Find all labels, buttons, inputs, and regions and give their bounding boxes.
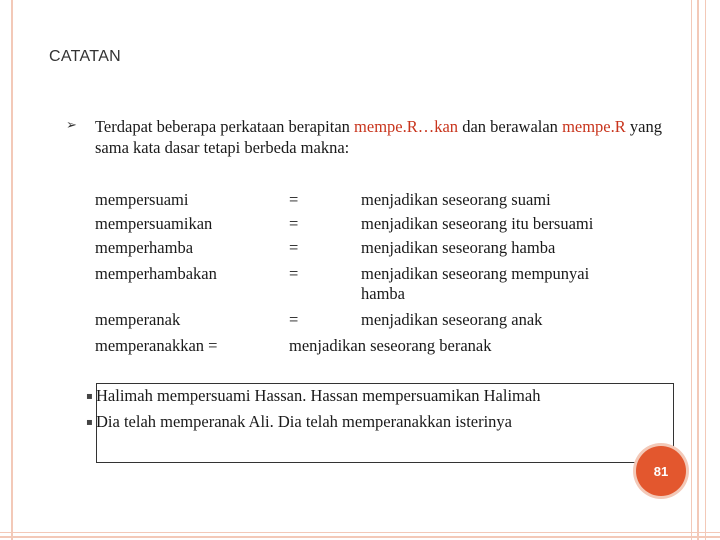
word-term: memperhamba — [95, 238, 194, 257]
example-sentence: Dia telah memperanak Ali. Dia telah memperanakkan isterinya — [96, 412, 513, 431]
slide-title: CATATAN — [49, 48, 122, 65]
bullet-dot-icon: ▪ — [86, 391, 93, 402]
word-meaning-continued: hamba — [361, 284, 405, 303]
word-meaning: menjadikan seseorang hamba — [361, 238, 556, 257]
word-term: memperhambakan — [95, 264, 217, 283]
decor-rule — [697, 0, 699, 540]
example-sentence: Halimah mempersuami Hassan. Hassan mempersuamikan Halimah — [96, 386, 541, 405]
intro-text: dan berawalan — [458, 117, 563, 136]
intro-text: yang sama kata dasar tetapi berbeda makna: — [95, 117, 662, 157]
intro-paragraph — [95, 116, 685, 158]
bullet-dot-icon: ▪ — [86, 417, 93, 428]
page-number-badge: 81 — [636, 446, 686, 496]
word-meaning: menjadikan seseorang suami — [361, 190, 551, 209]
equals-sign: = — [289, 238, 299, 257]
word-meaning: menjadikan seseorang beranak — [289, 336, 492, 355]
arrow-bullet-icon: ➢ — [66, 118, 77, 133]
decor-rule — [705, 0, 706, 540]
equals-sign: = — [289, 310, 299, 329]
decor-rule — [0, 532, 720, 533]
highlight-text: mempe.R — [562, 117, 626, 136]
equals-sign: = — [289, 214, 299, 233]
word-meaning: menjadikan seseorang anak — [361, 310, 543, 329]
word-term: mempersuamikan — [95, 214, 213, 233]
equals-sign: = — [289, 264, 299, 283]
decor-rule — [0, 536, 720, 538]
decor-rule — [11, 0, 13, 540]
highlight-text: mempe.R…kan — [354, 117, 459, 136]
word-term: memperanak — [95, 310, 181, 329]
decor-rule — [691, 0, 692, 540]
word-meaning: menjadikan seseorang mempunyai — [361, 264, 590, 283]
word-term: mempersuami — [95, 190, 189, 209]
word-term: memperanakkan = — [95, 336, 218, 355]
intro-text: Terdapat beberapa perkataan berapitan — [95, 117, 355, 136]
word-meaning: menjadikan seseorang itu bersuami — [361, 214, 594, 233]
equals-sign: = — [289, 190, 299, 209]
